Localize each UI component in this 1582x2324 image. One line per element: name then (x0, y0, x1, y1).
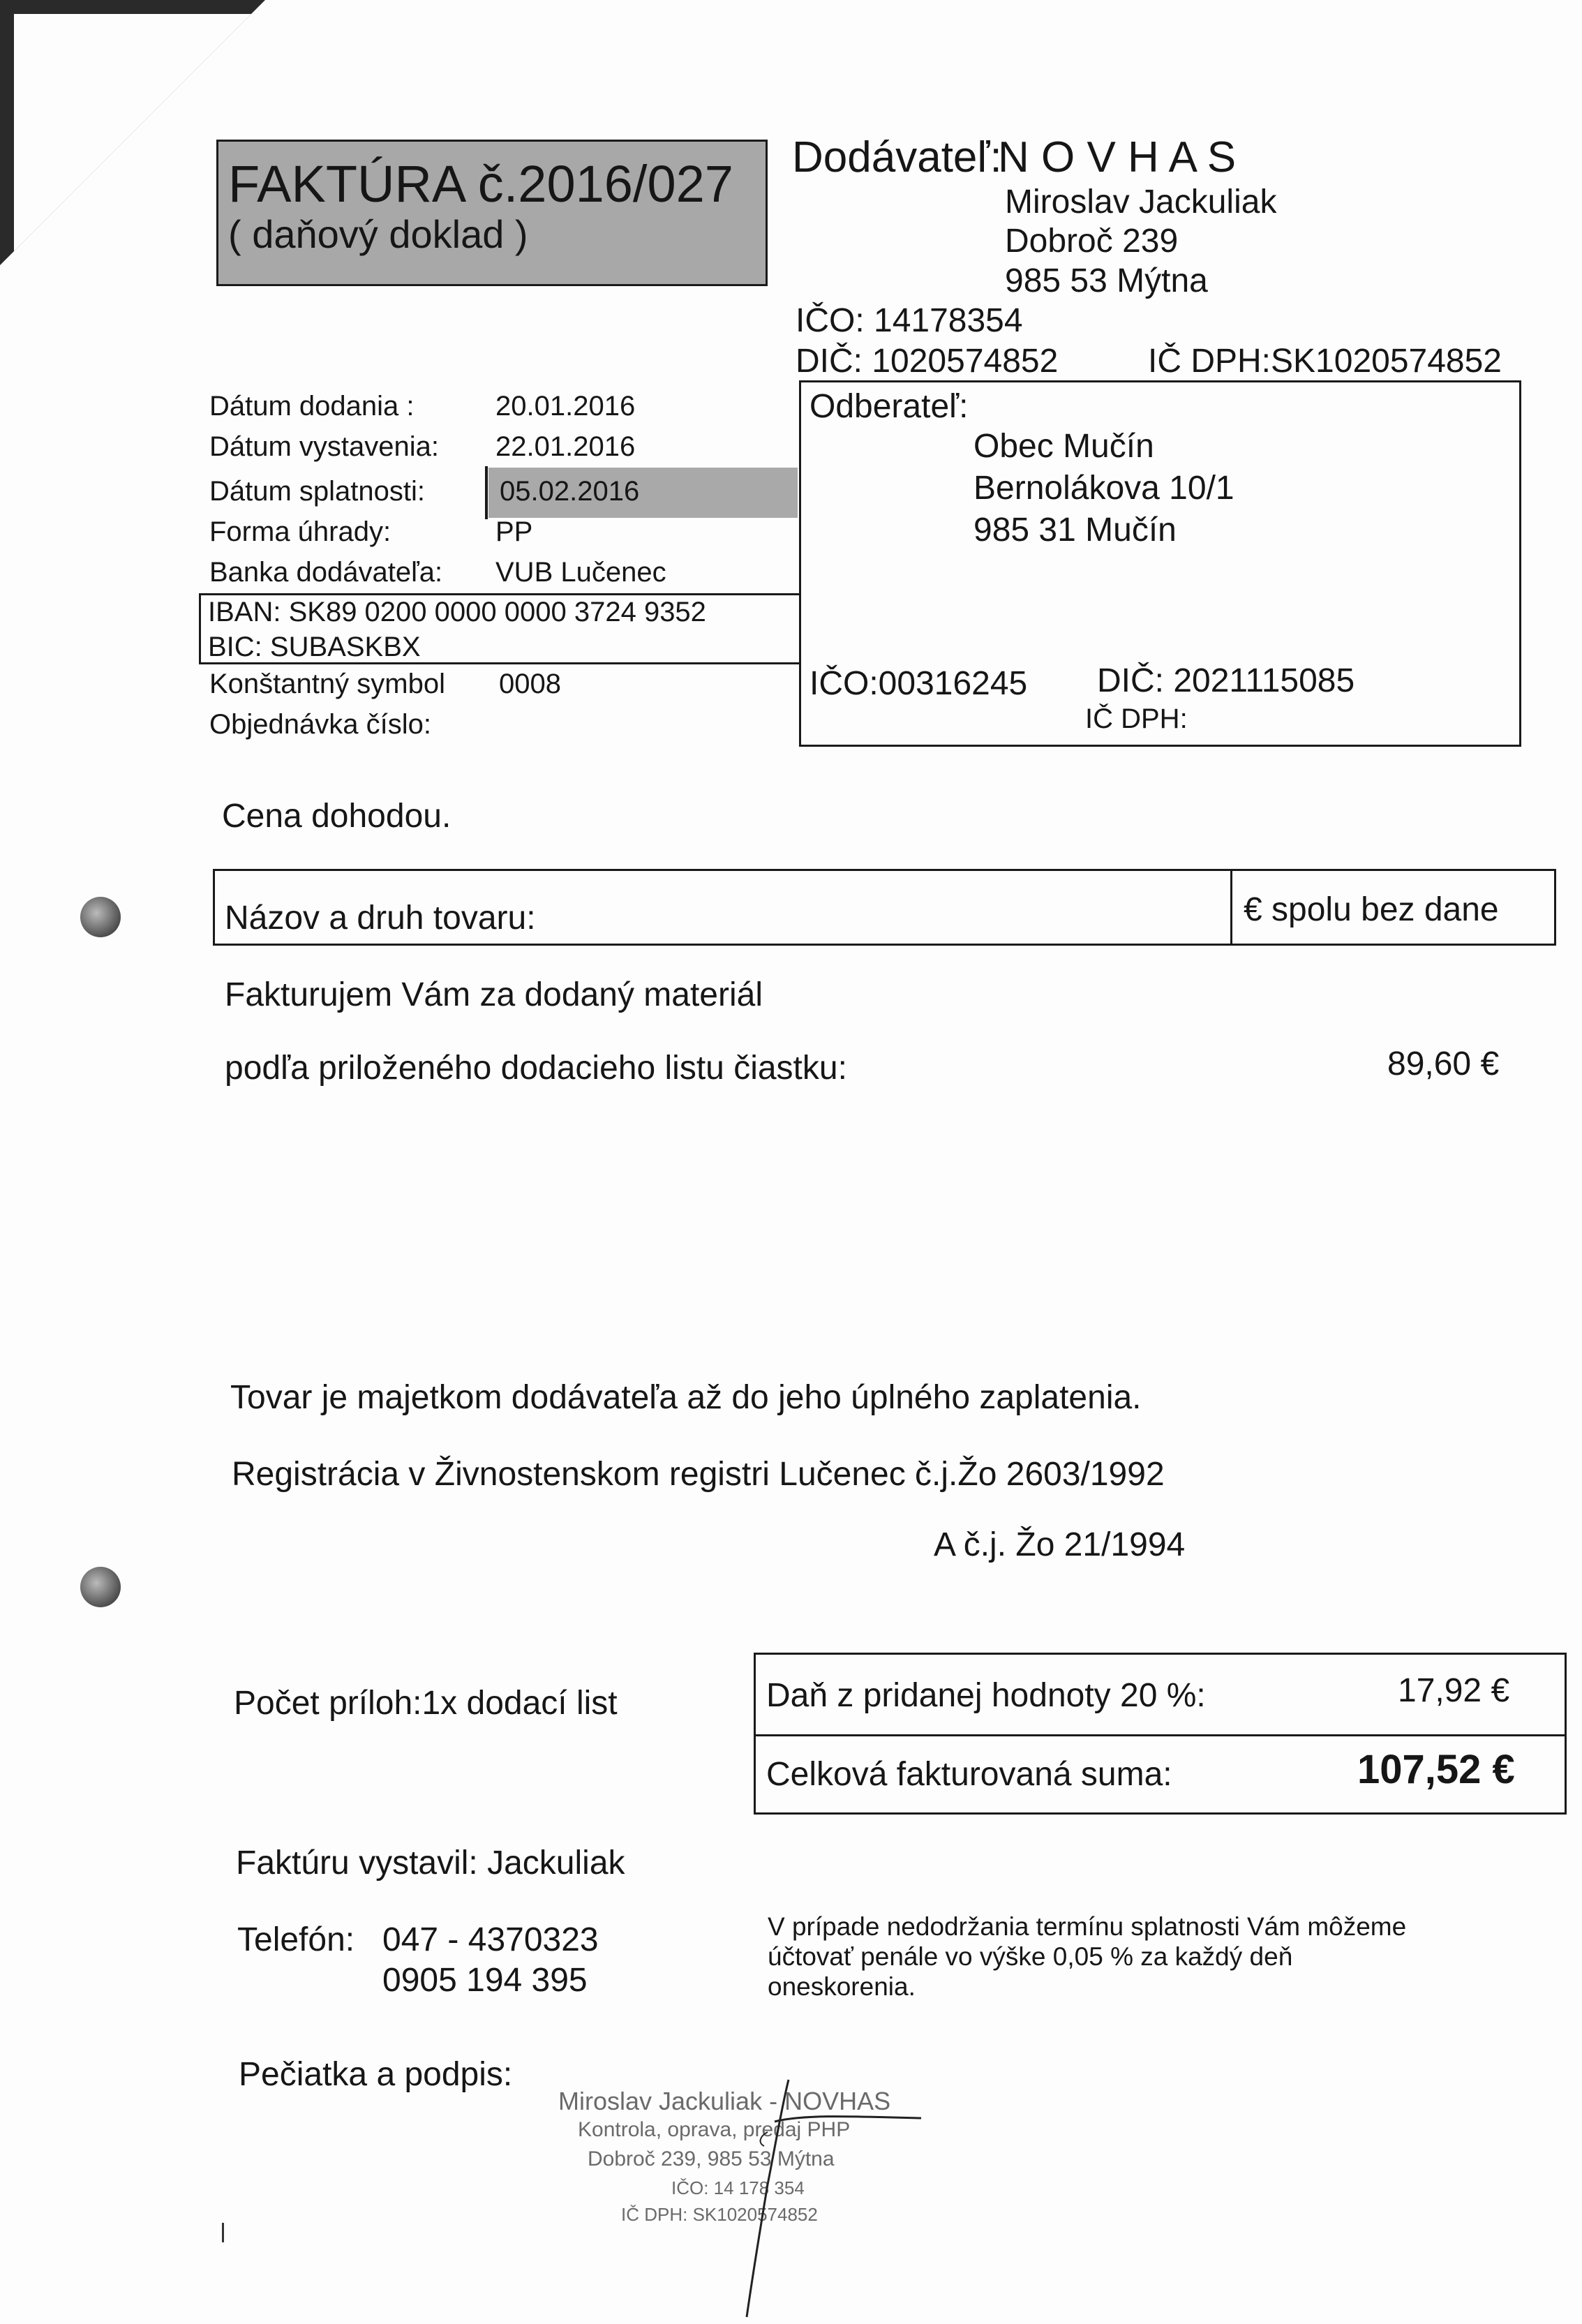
invoice-subtitle: ( daňový doklad ) (228, 212, 528, 256)
stamp-line-5: IČ DPH: SK1020574852 (621, 2204, 818, 2225)
customer-city: 985 31 Mučín (973, 512, 1177, 549)
payment-method: PP (495, 516, 533, 547)
const-symbol: 0008 (499, 669, 561, 699)
penalty-line-1: V prípade nedodržania termínu splatnosti Vám môžeme (768, 1912, 1407, 1941)
margin-mark (222, 2223, 224, 2242)
stamp-line-2: Kontrola, oprava, predaj PHP (578, 2118, 851, 2141)
customer-name: Obec Mučín (973, 428, 1154, 465)
totals-divider (754, 1734, 1567, 1736)
bank-label: Banka dodávateľa: (209, 557, 443, 588)
goods-header: Názov a druh tovaru: (225, 900, 536, 937)
penalty-line-3: oneskorenia. (768, 1972, 916, 2001)
stamp-line-3: Dobroč 239, 985 53 Mýtna (588, 2147, 835, 2170)
phone-label: Telefón: (237, 1921, 355, 1958)
supplier-label: Dodávateľ: (792, 133, 1002, 181)
phone-1: 047 - 4370323 (382, 1921, 599, 1958)
vat-label: Daň z pridanej hodnoty 20 %: (766, 1677, 1206, 1714)
stamp-line-1: Miroslav Jackuliak - NOVHAS (558, 2087, 891, 2115)
stamp-line-4: IČO: 14 178 354 (671, 2177, 805, 2198)
const-symbol-label: Konštantný symbol (209, 669, 445, 699)
issued-by: Faktúru vystavil: Jackuliak (236, 1845, 625, 1882)
order-number-label: Objednávka číslo: (209, 709, 431, 740)
payment-label: Forma úhrady: (209, 516, 391, 547)
penalty-line-2: účtovať penále vo výške 0,05 % za každý deň (768, 1942, 1293, 1971)
customer-label: Odberateľ: (809, 388, 969, 425)
punch-hole-bottom (80, 1567, 121, 1607)
due-date-label: Dátum splatnosti: (209, 476, 426, 507)
supplier-city: 985 53 Mýtna (1005, 262, 1208, 299)
total-amount: 107,52 € (1357, 1747, 1515, 1792)
ownership-note: Tovar je majetkom dodávateľa až do jeho úplného zaplatenia. (230, 1379, 1142, 1416)
invoice-line-2: podľa priloženého dodacieho listu čiastku: (225, 1050, 847, 1087)
invoice-amount: 89,60 € (1387, 1045, 1500, 1082)
bank-name: VUB Lučenec (495, 557, 666, 588)
delivery-date: 20.01.2016 (495, 391, 636, 422)
supplier-ic-dph: IČ DPH:SK1020574852 (1148, 343, 1502, 380)
delivery-date-label: Dátum dodania : (209, 391, 415, 422)
invoice-title: FAKTÚRA č.2016/027 (228, 155, 733, 213)
issue-date-label: Dátum vystavenia: (209, 431, 440, 462)
supplier-name: N O V H A S (998, 133, 1237, 181)
scan-corner-paper (14, 14, 251, 251)
customer-ic-dph: IČ DPH: (1085, 703, 1188, 734)
signature-stroke (663, 2066, 956, 2324)
customer-street: Bernolákova 10/1 (973, 470, 1234, 507)
phone-2: 0905 194 395 (382, 1962, 588, 1999)
bic: BIC: SUBASKBX (208, 632, 421, 662)
invoice-line-1: Fakturujem Vám za dodaný materiál (225, 976, 763, 1013)
customer-ico: IČO:00316245 (809, 665, 1028, 702)
supplier-dic: DIČ: 1020574852 (796, 343, 1059, 380)
stamp-sign-label: Pečiatka a podpis: (239, 2056, 513, 2093)
issue-date: 22.01.2016 (495, 431, 636, 462)
attachments: Počet príloh:1x dodací list (234, 1685, 618, 1722)
registration-note-2: A č.j. Žo 21/1994 (934, 1526, 1186, 1563)
supplier-person: Miroslav Jackuliak (1005, 184, 1277, 221)
supplier-street: Dobroč 239 (1005, 223, 1179, 260)
due-date-highlight-edge (485, 466, 488, 519)
due-date: 05.02.2016 (500, 476, 640, 507)
invoice-title-box (216, 140, 768, 286)
vat-amount: 17,92 € (1398, 1672, 1510, 1709)
goods-header-divider (1230, 869, 1232, 946)
total-label: Celková fakturovaná suma: (766, 1756, 1172, 1793)
customer-dic: DIČ: 2021115085 (1097, 662, 1355, 699)
total-header: € spolu bez dane (1244, 891, 1499, 928)
price-note: Cena dohodou. (222, 798, 452, 835)
punch-hole-top (80, 897, 121, 937)
iban: IBAN: SK89 0200 0000 0000 3724 9352 (208, 597, 706, 627)
registration-note: Registrácia v Živnostenskom registri Lučenec č.j.Žo 2603/1992 (232, 1456, 1165, 1493)
supplier-ico: IČO: 14178354 (796, 302, 1023, 339)
